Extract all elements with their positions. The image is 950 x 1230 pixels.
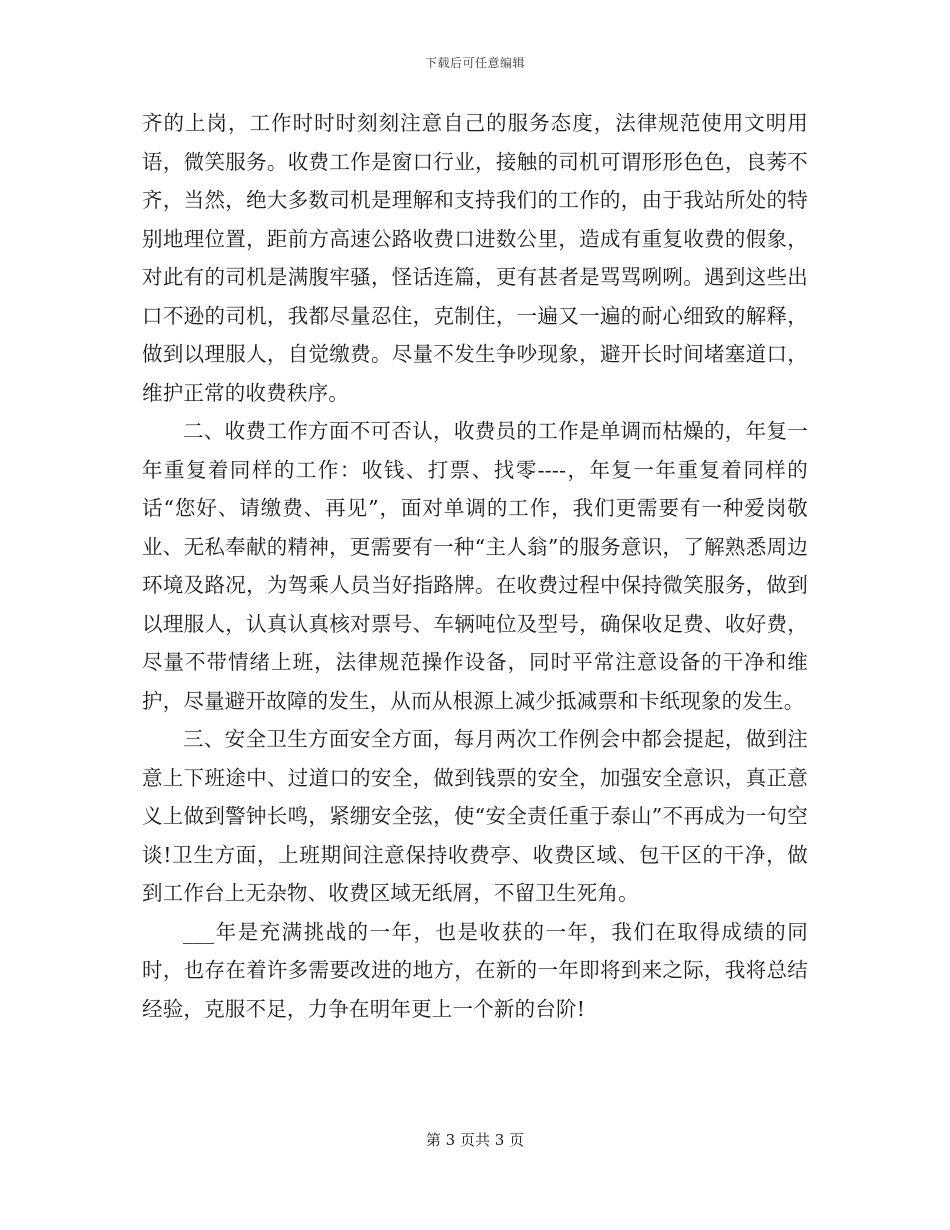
paragraph-1: 齐的上岗，工作时时时刻刻注意自己的服务态度，法律规范使用文明用语，微笑服务。收费工作是窗口行业，接触的司机可谓形形色色，良莠不齐，当然，绝大多数司机是理解和支持我们的工作的，由于我站所处的特别地理位置，距前方高速公路收费口进数公里，造成有重复收费的假象，对此有的司机是满腹牢骚，怪话连篇，更有甚者是骂骂咧咧。遇到这些出口不逊的司机，我都尽量忍住，克制住，一遍又一遍的耐心细致的解释，做到以理服人，自觉缴费。尽量不发生争吵现象，避开长时间堵塞道口，维护正常的收费秩序。 [142,111,808,405]
page-footer: 第 3 页共 3 页 [425,1131,525,1149]
paragraph-2: 二、收费工作方面不可否认，收费员的工作是单调而枯燥的，年复一年重复着同样的工作：收钱、打票、找零----，年复一年重复着同样的话“您好、请缴费、再见”，面对单调的工作，我们更需要有一种爱岗敬业、无私奉献的精神，更需要有一种“主人翁”的服务意识，了解熟悉周边环境及路况，为驾乘人员当好指路牌。在收费过程中保持微笑服务，做到以理服人，认真认真核对票号、车辆吨位及型号，确保收足费、收好费，尽量不带情绪上班，法律规范操作设备，同时平常注意设备的干净和维护，尽量避开故障的发生，从而从根源上减少抵减票和卡纸现象的发生。 [142,419,808,713]
paragraph-4: ___年是充满挑战的一年，也是收获的一年，我们在取得成绩的同时，也存在着许多需要改进的地方，在新的一年即将到来之际，我将总结经验，克服不足，力争在明年更上一个新的台阶! [142,919,808,1021]
page-header: 下载后可任意编辑 [424,56,525,70]
paragraph-3: 三、安全卫生方面安全方面，每月两次工作例会中都会提起，做到注意上下班途中、过道口的安全，做到钱票的安全，加强安全意识，真正意义上做到警钟长鸣，紧绷安全弦，使“安全责任重于泰山”不再成为一句空谈!卫生方面，上班期间注意保持收费亭、收费区域、包干区的干净，做到工作台上无杂物、收费区域无纸屑，不留卫生死角。 [142,727,808,905]
document-body [142,104,808,1028]
